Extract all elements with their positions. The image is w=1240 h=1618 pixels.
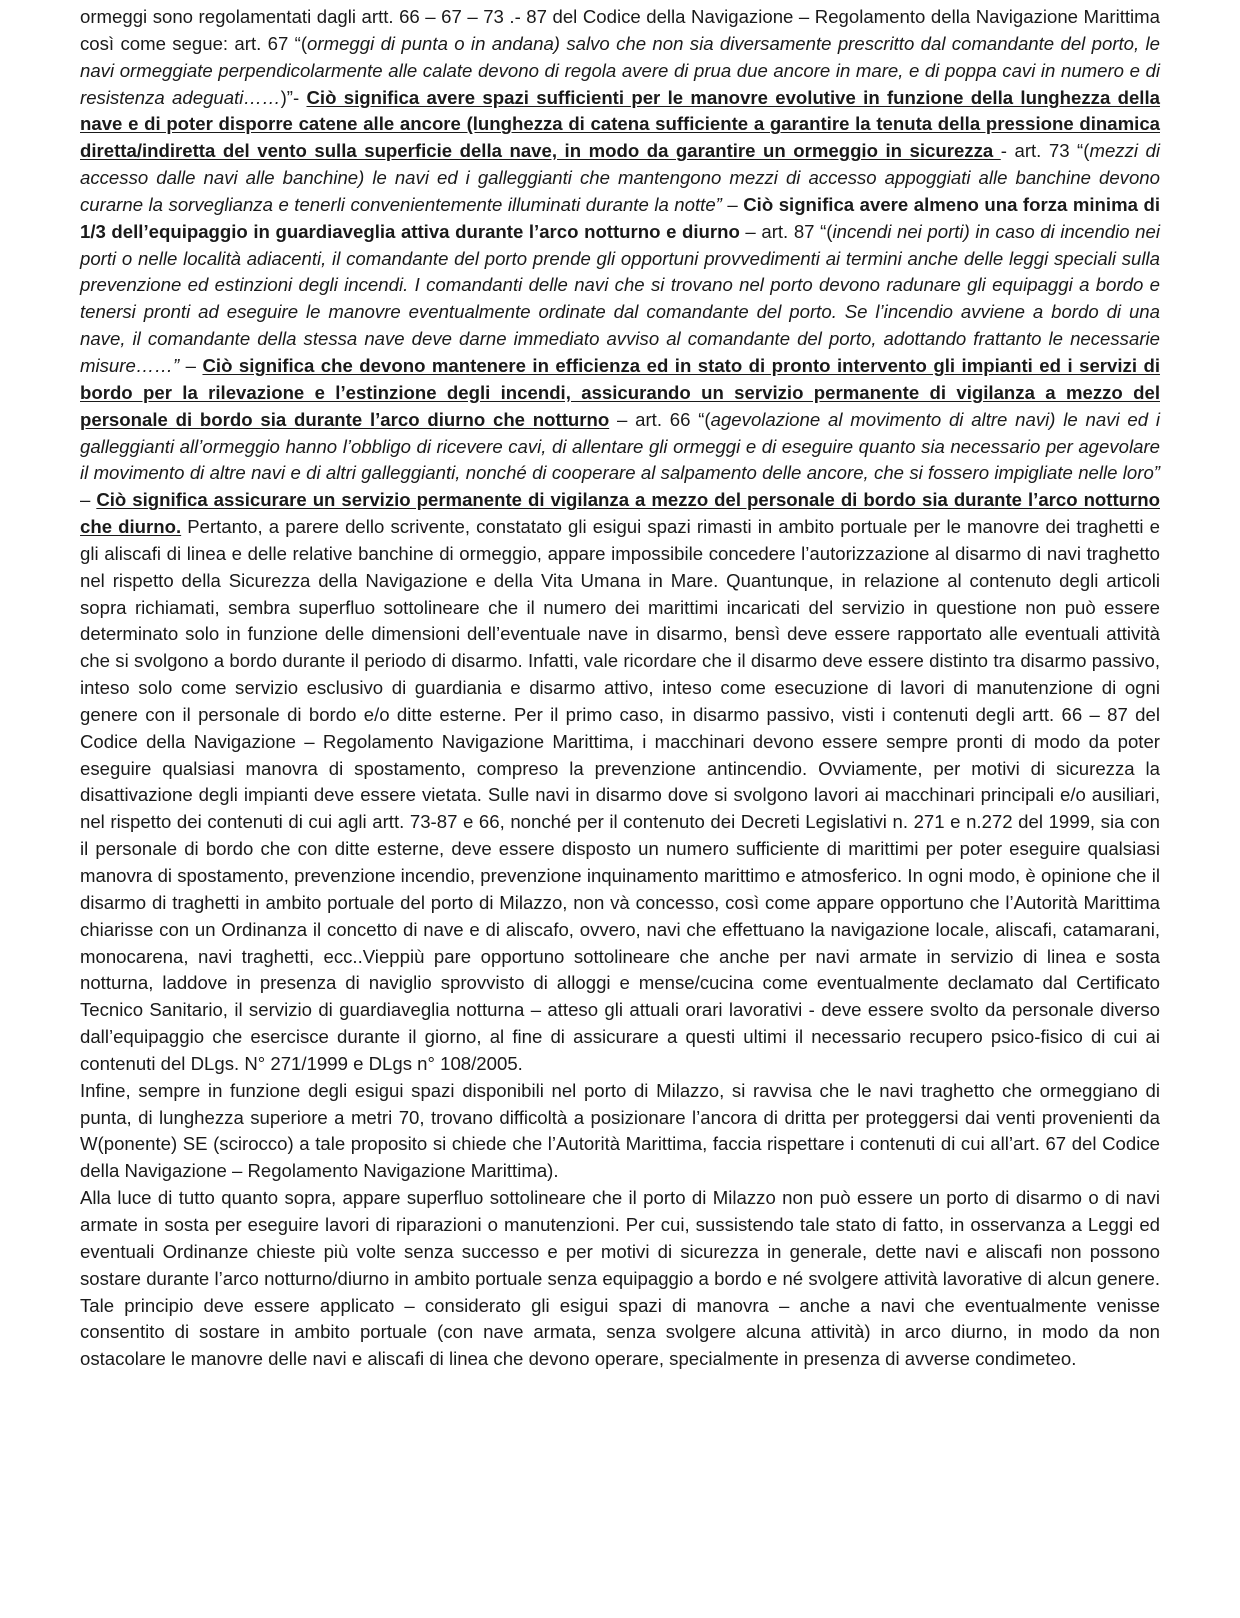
- italic-quote: incendi nei porti) in caso di incendio nei porti o nelle località adiacenti, il comandante del porto prende gli opportuni provvedimenti ai termini anche delle leggi speciali sulla prevenzione ed estinzioni degli incendi. I comandanti delle navi che si trovano nel porto devono radunare gli equipaggi a bordo e tenersi pronti ad eseguire le manovre eventualmente ordinate dal comandante del porto. Se l’incendio avviene a bordo di una nave, il comandante della stessa nave deve darne immediato avviso al comandante del porto, adottando frattanto le necessarie misure……”: [80, 220, 1160, 376]
- text-run: – art. 66 “(: [609, 408, 711, 430]
- bold-text: Ciò significa avere almeno una forza minima di 1/3 dell’equipaggio in guardiaveglia attiva durante l’arco notturno e diurno: [80, 193, 1160, 242]
- text-run: ormeggi sono regolamentati dagli artt. 66 – 67 – 73 .- 87 del Codice della Navigazione – Regolamento della Navigazione Marittima così come segue: art. 67 “(: [80, 6, 1160, 54]
- text-run: )”-: [280, 86, 307, 108]
- bold-underlined-text: Ciò significa che devono mantenere in efficienza ed in stato di pronto intervento gli impianti ed i servizi di bordo per la rilevazione e l’estinzione degli incendi, assicurando un servizio permanente di vigilanza a mezzo del personale di bordo sia durante l’arco diurno che notturno: [80, 354, 1160, 430]
- bold-underlined-text: Ciò significa avere spazi sufficienti per le manovre evolutive in funzione della lunghezza della nave e di poter disporre catene alle ancore (lunghezza di catena sufficiente a garantire la tenuta della pressione dinamica diretta/indiretta del vento sulla superficie della nave, in modo da garantire un ormeggio in sicurezza: [80, 86, 1160, 162]
- text-run: –: [179, 354, 203, 376]
- italic-quote: agevolazione al movimento di altre navi) le navi ed i galleggianti all’ormeggio hanno l’obbligo di ricevere cavi, di allentare gli ormeggi e di eseguire quanto sia necessario per agevolare il movimento di altre navi e di altri galleggianti, nonché di cooperare al salpamento delle ancore, che si fossero impigliate nelle loro”: [80, 408, 1160, 484]
- text-run: Pertanto, a parere dello scrivente, constatato gli esigui spazi rimasti in ambito portuale per le manovre dei traghetti e gli aliscafi di linea e delle relative banchine di ormeggio, appare impossibile concedere l’autorizzazione al disarmo di navi traghetto nel rispetto della Sicurezza della Navigazione e della Vita Umana in Mare. Quantunque, in relazione al contenuto degli articoli sopra richiamati, sembra superfluo sottolineare che il numero dei marittimi incaricati del servizio in questione non può essere determinato solo in funzione delle dimensioni dell’eventuale nave in disarmo, bensì deve essere rapportato alle eventuali attività che si svolgono a bordo durante il periodo di disarmo. Infatti, vale ricordare che il disarmo deve essere distinto tra disarmo passivo, inteso solo come servizio esclusivo di guardiania e disarmo attivo, inteso come esecuzione di lavori di manutenzione di ogni genere con il personale di bordo e/o ditte esterne. Per il primo caso, in disarmo passivo, visti i contenuti degli artt. 66 – 87 del Codice della Navigazione – Regolamento Navigazione Marittima, i macchinari devono essere sempre pronti di modo da poter eseguire qualsiasi manovra di spostamento, compreso la prevenzione antincendio. Ovviamente, per motivi di sicurezza la disattivazione degli impianti deve essere vietata. Sulle navi in disarmo dove si svolgono lavori ai macchinari principali e/o ausiliari, nel rispetto dei contenuti di cui agli artt. 73-87 e 66, nonché per il contenuto dei Decreti Legislativi n. 271 e n.272 del 1999, sia con il personale di bordo che con ditte esterne, deve essere disposto un numero sufficiente di marittimi per poter eseguire qualsiasi manovra di spostamento, prevenzione incendio, prevenzione inquinamento marittimo e atmosferico. In ogni modo, è opinione che il disarmo di traghetti in ambito portuale del porto di Milazzo, non và concesso, così come appare opportuno che l’Autorità Marittima chiarisse con un Ordinanza il concetto di nave e di aliscafo, ovvero, navi che effettuano la navigazione locale, aliscafi, catamarani, monocarena, navi traghetti, ecc..Vieppiù pare opportuno sottolineare che anche per navi armate in servizio di linea e sosta notturna, laddove in presenza di naviglio sprovvisto di alloggi e mense/cucina come eventualmente declamato dal Certificato Tecnico Sanitario, il servizio di guardiaveglia notturna – atteso gli attuali orari lavorativi - deve essere svolto da personale diverso dall’equipaggio che esercisce durante il giorno, al fine di assicurare a questi ultimi il necessario recupero psico-fisico di cui ai contenuti del DLgs. N° 271/1999 e DLgs n° 108/2005.: [80, 516, 1160, 1074]
- text-run: – art. 87 “(: [739, 220, 833, 242]
- paragraph-articles: [80, 4, 1160, 1078]
- text-run: –: [80, 489, 97, 511]
- text-run: Infine, sempre in funzione degli esigui spazi disponibili nel porto di Milazzo, si ravvisa che le navi traghetto che ormeggiano di punta, di lunghezza superiore a metri 70, trovano difficoltà a posizionare l’ancora di dritta per proteggersi dai venti provenienti da W(ponente) SE (scirocco) a tale proposito si chiede che l’Autorità Marittima, faccia rispettare i contenuti di cui all’art. 67 del Codice della Navigazione – Regolamento Navigazione Marittima).: [80, 1079, 1160, 1182]
- italic-quote: ormeggi di punta o in andana) salvo che non sia diversamente prescritto dal comandante del porto, le navi ormeggiate perpendicolarmente alle calate devono di regola avere di prua due ancore in mare, e di poppa cavi in numero e di resistenza adeguati……: [80, 32, 1161, 108]
- text-run: –: [721, 193, 744, 215]
- text-run: - art. 73 “(: [1000, 140, 1090, 162]
- paragraph-conclusion: [80, 1185, 1160, 1373]
- text-run: Alla luce di tutto quanto sopra, appare superfluo sottolineare che il porto di Milazzo non può essere un porto di disarmo o di navi armate in sosta per eseguire lavori di riparazioni o manutenzioni. Per cui, sussistendo tale stato di fatto, in osservanza a Leggi ed eventuali Ordinanze chieste più volte senza successo e per motivi di sicurezza in generale, dette navi e aliscafi non possono sostare durante l’arco notturno/diurno in ambito portuale senza equipaggio a bordo e né svolgere attività lavorative di alcun genere. Tale principio deve essere applicato – considerato gli esigui spazi di manovra – anche a navi che eventualmente venisse consentito di sostare in ambito portuale (con nave armata, senza svolgere alcuna attività) in arco diurno, in modo da non ostacolare le manovre delle navi e aliscafi di linea che devono operare, specialmente in presenza di avverse condimeteo.: [80, 1187, 1160, 1370]
- paragraph-infine: [80, 1078, 1160, 1185]
- italic-quote: mezzi di accesso dalle navi alle banchine) le navi ed i galleggianti che mantengono mezzi di accesso appoggiati alle banchine devono curarne la sorveglianza e tenerli convenientemente illuminati durante la notte”: [80, 140, 1160, 215]
- bold-underlined-text: Ciò significa assicurare un servizio permanente di vigilanza a mezzo del personale di bordo sia durante l’arco notturno che diurno.: [80, 489, 1160, 538]
